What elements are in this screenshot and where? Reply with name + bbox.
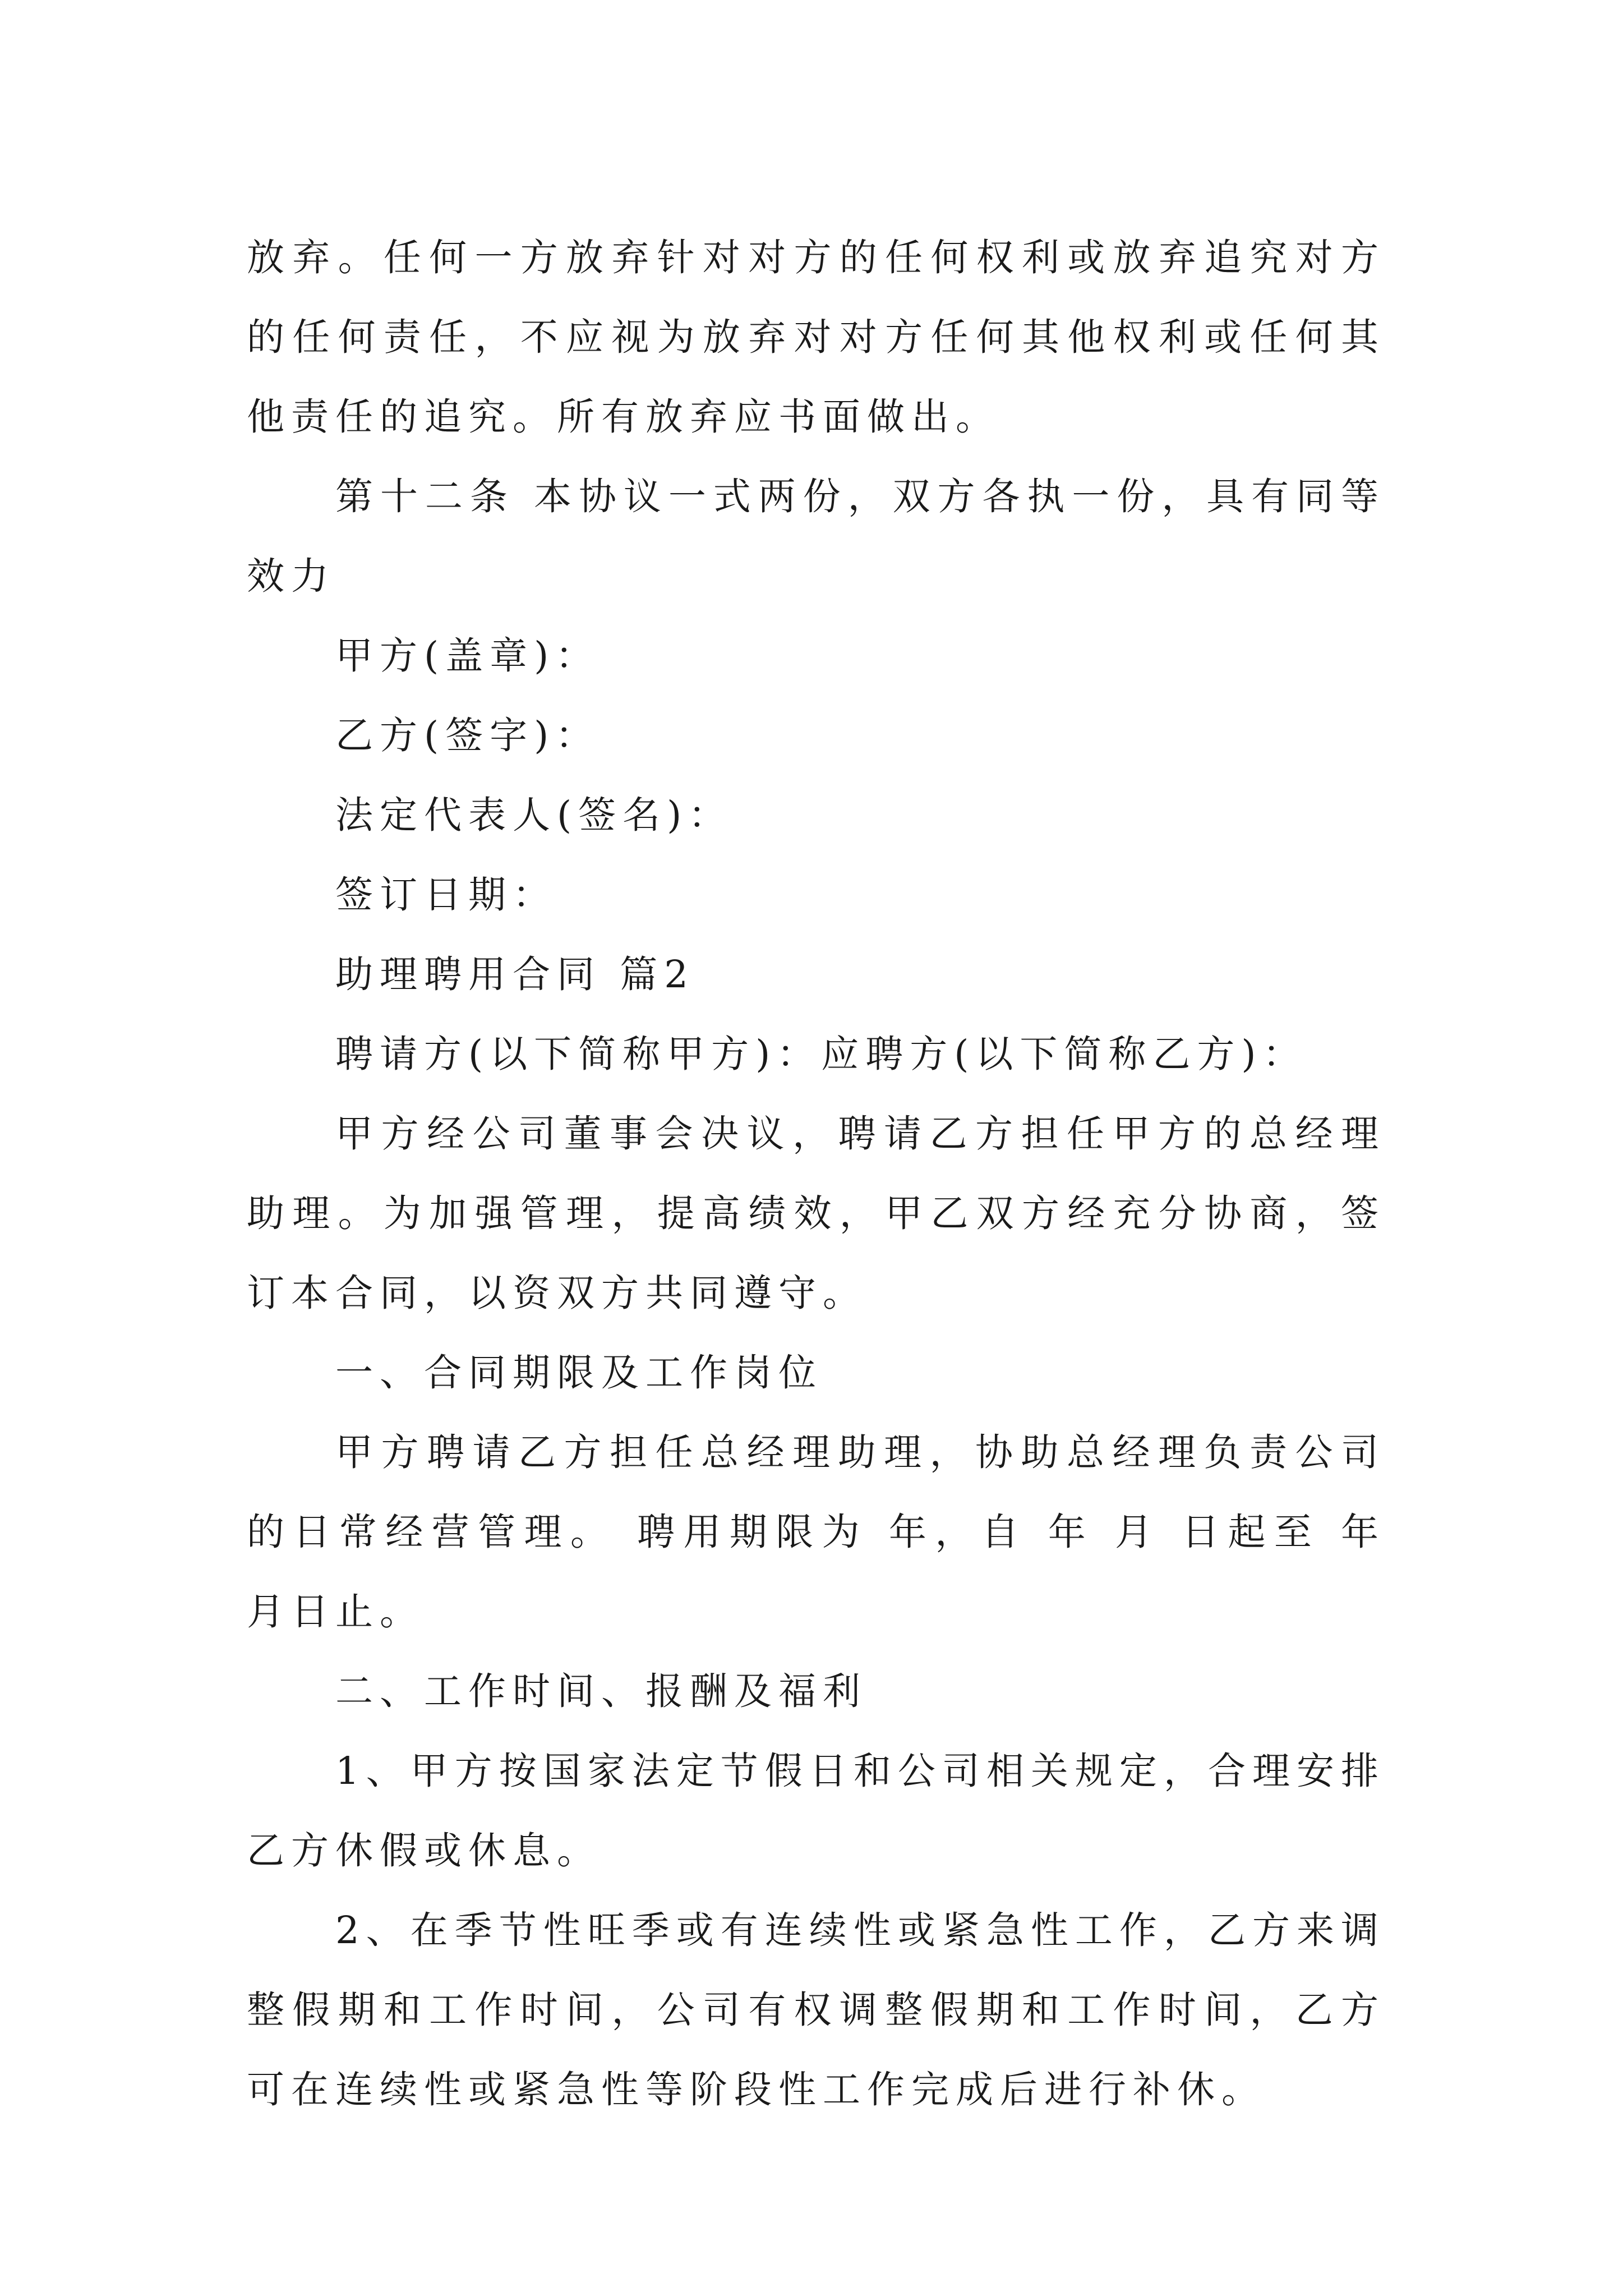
signing-date-line: 签订日期： — [335, 873, 557, 917]
section-title: 助理聘用合同 篇2 — [335, 953, 695, 996]
paragraph-term: 甲方聘请乙方担任总经理助理，协助总经理负责公司的日常经营管理。 聘用期限为 年，自 年 月 日起至 年 月日止。 — [247, 1430, 1385, 1634]
heading-term-and-position: 一、合同期限及工作岗位 — [335, 1351, 823, 1395]
paragraph-waiver-continued: 放弃。任何一方放弃针对对方的任何权利或放弃追究对方的任何责任，不应视为放弃对对方任何其他权利或任何其他责任的追究。所有放弃应书面做出。 — [247, 236, 1385, 439]
document-body — [247, 218, 1385, 2129]
parties-line: 聘请方(以下简称甲方)：应聘方(以下简称乙方)： — [335, 1032, 1307, 1076]
party-b-signature-line: 乙方(签字)： — [335, 714, 600, 757]
paragraph-appointment: 甲方经公司董事会决议，聘请乙方担任甲方的总经理助理。为加强管理，提高绩效，甲乙双方经充分协商，签订本合同，以资双方共同遵守。 — [247, 1112, 1385, 1315]
paragraph-item-2: 2、在季节性旺季或有连续性或紧急性工作，乙方来调整假期和工作时间，公司有权调整假期和工作时间，乙方可在连续性或紧急性等阶段性工作完成后进行补休。 — [247, 1908, 1385, 2111]
paragraph-item-1: 1、甲方按国家法定节假日和公司相关规定，合理安排乙方休假或休息。 — [247, 1749, 1385, 1872]
heading-hours-pay-benefits: 二、工作时间、报酬及福利 — [335, 1669, 867, 1713]
legal-representative-line: 法定代表人(签名)： — [335, 793, 733, 837]
party-a-seal-line: 甲方(盖章)： — [335, 634, 600, 678]
paragraph-article-twelve: 第十二条 本协议一式两份，双方各执一份，具有同等效力 — [247, 475, 1385, 598]
